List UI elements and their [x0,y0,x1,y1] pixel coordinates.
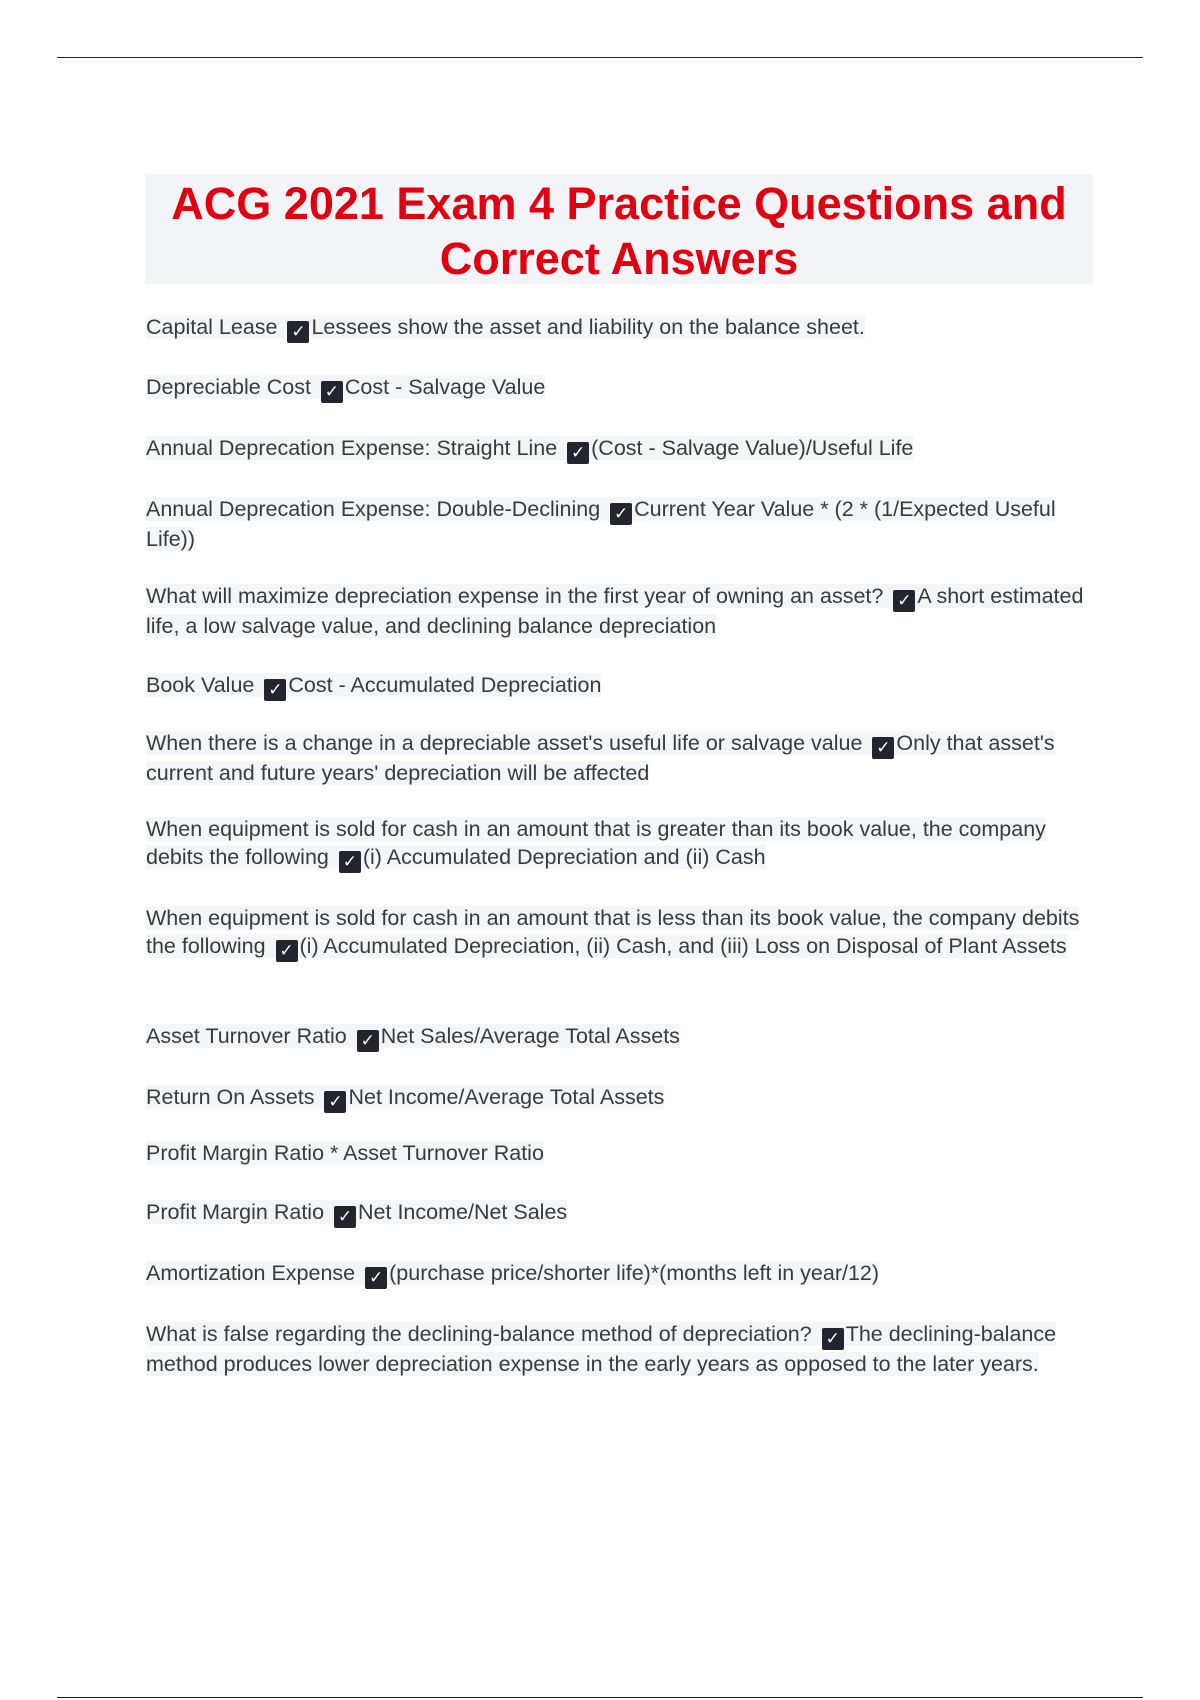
qa-item [146,313,1096,343]
answer: Net Sales/Average Total Assets [380,1024,680,1048]
qa-item [146,904,1096,962]
qa-item [146,815,1096,873]
check-box-icon: ✓ [872,737,894,759]
qa-item [146,582,1096,640]
qa-text [146,906,1079,958]
qa-item [146,1139,1096,1167]
question: Profit Margin Ratio * Asset Turnover Ratio [146,1141,544,1165]
bottom-rule [57,1697,1143,1698]
qa-text [146,1322,1056,1376]
qa-text [146,1141,544,1165]
answer: A short estimated life, a low salvage value, and declining balance depreciation [146,584,1084,638]
answer: (Cost - Salvage Value)/Useful Life [591,436,914,460]
question: Annual Deprecation Expense: Straight Line [146,436,558,460]
question: What is false regarding the declining-balance method of depreciation? [146,1322,812,1346]
qa-item [146,373,1096,403]
title-box [145,174,1093,284]
qa-item [146,1259,1096,1289]
answer: Net Income/Net Sales [358,1200,568,1224]
question: Capital Lease [146,315,278,339]
qa-item [146,495,1096,553]
qa-text [146,1261,879,1285]
qa-text [146,436,913,460]
check-box-icon: ✓ [264,679,286,701]
qa-text [146,375,545,399]
qa-text [146,497,1056,551]
question: What will maximize depreciation expense in the first year of owning an asset? [146,584,884,608]
answer: (i) Accumulated Depreciation, (ii) Cash, and (iii) Loss on Disposal of Plant Assets [299,934,1067,958]
question: Profit Margin Ratio [146,1200,325,1224]
top-rule [57,57,1143,58]
check-box-icon: ✓ [287,321,309,343]
qa-item [146,1022,1096,1052]
check-box-icon: ✓ [321,381,343,403]
answer: Current Year Value * (2 * (1/Expected Useful Life)) [146,497,1056,551]
qa-text [146,731,1055,785]
check-box-icon: ✓ [567,442,589,464]
check-box-icon: ✓ [324,1091,346,1113]
check-box-icon: ✓ [334,1206,356,1228]
qa-item [146,729,1096,787]
answer: Only that asset's current and future years' depreciation will be affected [146,731,1055,785]
qa-item [146,1083,1096,1113]
check-box-icon: ✓ [822,1328,844,1350]
question: Book Value [146,673,255,697]
answer: Net Income/Average Total Assets [348,1085,665,1109]
check-box-icon: ✓ [893,590,915,612]
question: Asset Turnover Ratio [146,1024,347,1048]
question: Annual Deprecation Expense: Double-Declining [146,497,601,521]
answer: (purchase price/shorter life)*(months left in year/12) [389,1261,880,1285]
qa-item [146,434,1096,464]
answer: Cost - Accumulated Depreciation [288,673,602,697]
check-box-icon: ✓ [276,940,298,962]
qa-text [146,1200,567,1224]
answer: Cost - Salvage Value [344,375,546,399]
qa-item [146,1320,1096,1378]
qa-text [146,584,1083,638]
question: Amortization Expense [146,1261,356,1285]
check-box-icon: ✓ [610,503,632,525]
qa-text [146,1085,664,1109]
qa-item [146,1198,1096,1228]
answer: (i) Accumulated Depreciation and (ii) Cash [362,845,766,869]
question: Depreciable Cost [146,375,311,399]
document-title: ACG 2021 Exam 4 Practice Questions and Correct Answers [171,178,1067,284]
question: When there is a change in a depreciable asset's useful life or salvage value [146,731,863,755]
question: Return On Assets [146,1085,315,1109]
question: When equipment is sold for cash in an amount that is greater than its book value, the company debits the following [146,817,1046,869]
qa-item [146,671,1096,701]
qa-text [146,1024,680,1048]
qa-text [146,315,865,339]
check-box-icon: ✓ [357,1030,379,1052]
answer: Lessees show the asset and liability on the balance sheet. [311,315,865,339]
check-box-icon: ✓ [339,851,361,873]
qa-text [146,673,601,697]
check-box-icon: ✓ [365,1267,387,1289]
qa-text [146,817,1046,869]
answer: The declining-balance method produces lower depreciation expense in the early years as opposed to the later years. [146,1322,1057,1376]
question: When equipment is sold for cash in an amount that is less than its book value, the company debits the following [146,906,1080,958]
